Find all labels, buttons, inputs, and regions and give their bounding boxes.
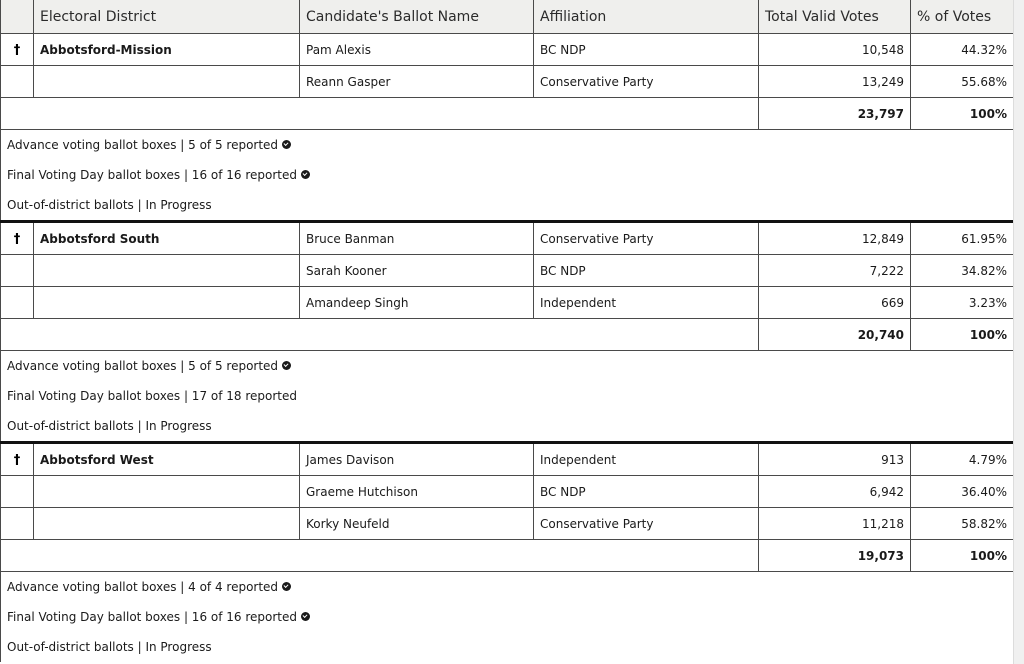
district-name — [34, 255, 300, 287]
check-circle-icon — [282, 140, 291, 149]
total-row — [1, 540, 1014, 572]
candidate-votes: 12,849 — [759, 222, 911, 255]
reporting-status-cell — [1, 160, 1014, 190]
candidate-row — [1, 443, 1014, 476]
header-percent[interactable]: % of Votes — [911, 0, 1014, 34]
reporting-status-cell — [1, 602, 1014, 632]
pin-cell — [1, 255, 34, 287]
candidate-affiliation: Conservative Party — [534, 222, 759, 255]
candidate-affiliation: BC NDP — [534, 34, 759, 66]
candidate-affiliation: Conservative Party — [534, 66, 759, 98]
candidate-percent: 4.79% — [911, 443, 1014, 476]
header-district[interactable]: Electoral District — [34, 0, 300, 34]
candidate-row — [1, 34, 1014, 66]
reporting-status-cell — [1, 130, 1014, 161]
candidate-affiliation: Independent — [534, 287, 759, 319]
header-votes[interactable]: Total Valid Votes — [759, 0, 911, 34]
district-name — [34, 476, 300, 508]
reporting-status-text: Out-of-district ballots | In Progress — [7, 640, 212, 654]
reporting-status-text: Final Voting Day ballot boxes | 16 of 16 reported — [7, 168, 298, 182]
candidate-name: Bruce Banman — [300, 222, 534, 255]
pin-cell — [1, 66, 34, 98]
reporting-status-text: Final Voting Day ballot boxes | 17 of 18 reported — [7, 389, 298, 403]
pin-cell[interactable] — [1, 34, 34, 66]
reporting-status-text: Out-of-district ballots | In Progress — [7, 419, 212, 433]
candidate-votes: 6,942 — [759, 476, 911, 508]
total-votes: 20,740 — [759, 319, 911, 351]
pushpin-icon[interactable]: † — [13, 452, 21, 468]
check-circle-icon — [301, 612, 310, 621]
candidate-name: Amandeep Singh — [300, 287, 534, 319]
candidate-affiliation: BC NDP — [534, 476, 759, 508]
candidate-percent: 61.95% — [911, 222, 1014, 255]
district-name: Abbotsford West — [34, 443, 300, 476]
reporting-status-row — [1, 351, 1014, 382]
reporting-status-text: Advance voting ballot boxes | 5 of 5 reported — [7, 359, 279, 373]
candidate-row — [1, 476, 1014, 508]
candidate-name: James Davison — [300, 443, 534, 476]
pin-cell — [1, 508, 34, 540]
total-blank-cell — [1, 319, 759, 351]
pushpin-icon[interactable]: † — [13, 42, 21, 58]
reporting-status-cell — [1, 632, 1014, 662]
candidate-affiliation: BC NDP — [534, 255, 759, 287]
candidate-percent: 55.68% — [911, 66, 1014, 98]
header-candidate[interactable]: Candidate's Ballot Name — [300, 0, 534, 34]
candidate-percent: 34.82% — [911, 255, 1014, 287]
candidate-percent: 44.32% — [911, 34, 1014, 66]
district-name — [34, 287, 300, 319]
reporting-status-cell — [1, 572, 1014, 603]
candidate-row — [1, 255, 1014, 287]
total-row — [1, 98, 1014, 130]
check-circle-icon — [282, 361, 291, 370]
reporting-status-row — [1, 190, 1014, 222]
district-name: Abbotsford-Mission — [34, 34, 300, 66]
total-blank-cell — [1, 540, 759, 572]
total-percent: 100% — [911, 319, 1014, 351]
reporting-status-row — [1, 602, 1014, 632]
candidate-name: Graeme Hutchison — [300, 476, 534, 508]
candidate-votes: 10,548 — [759, 34, 911, 66]
district-name: Abbotsford South — [34, 222, 300, 255]
total-percent: 100% — [911, 98, 1014, 130]
reporting-status-row — [1, 381, 1014, 411]
pin-cell — [1, 476, 34, 508]
scrollbar[interactable] — [1013, 0, 1024, 664]
district-name — [34, 508, 300, 540]
candidate-name: Pam Alexis — [300, 34, 534, 66]
candidate-name: Korky Neufeld — [300, 508, 534, 540]
candidate-votes: 669 — [759, 287, 911, 319]
pin-cell — [1, 287, 34, 319]
reporting-status-text: Out-of-district ballots | In Progress — [7, 198, 212, 212]
total-percent: 100% — [911, 540, 1014, 572]
candidate-percent: 58.82% — [911, 508, 1014, 540]
reporting-status-cell — [1, 411, 1014, 443]
candidate-votes: 7,222 — [759, 255, 911, 287]
total-blank-cell — [1, 98, 759, 130]
reporting-status-text: Advance voting ballot boxes | 4 of 4 reported — [7, 580, 279, 594]
check-circle-icon — [282, 582, 291, 591]
reporting-status-row — [1, 411, 1014, 443]
reporting-status-row — [1, 632, 1014, 662]
reporting-status-text: Final Voting Day ballot boxes | 16 of 16 reported — [7, 610, 298, 624]
candidate-row — [1, 287, 1014, 319]
header-row — [1, 0, 1014, 34]
reporting-status-cell — [1, 351, 1014, 382]
candidate-percent: 3.23% — [911, 287, 1014, 319]
pin-cell[interactable] — [1, 222, 34, 255]
header-pin-cell — [1, 0, 34, 34]
candidate-row — [1, 222, 1014, 255]
reporting-status-cell — [1, 381, 1014, 411]
total-votes: 23,797 — [759, 98, 911, 130]
reporting-status-row — [1, 572, 1014, 603]
candidate-name: Reann Gasper — [300, 66, 534, 98]
header-affiliation[interactable]: Affiliation — [534, 0, 759, 34]
candidate-row — [1, 66, 1014, 98]
reporting-status-row — [1, 130, 1014, 161]
candidate-percent: 36.40% — [911, 476, 1014, 508]
candidate-affiliation: Independent — [534, 443, 759, 476]
total-row — [1, 319, 1014, 351]
district-name — [34, 66, 300, 98]
pin-cell[interactable] — [1, 443, 34, 476]
candidate-row — [1, 508, 1014, 540]
check-circle-icon — [301, 170, 310, 179]
reporting-status-cell — [1, 190, 1014, 222]
candidate-affiliation: Conservative Party — [534, 508, 759, 540]
reporting-status-row — [1, 160, 1014, 190]
candidate-votes: 913 — [759, 443, 911, 476]
candidate-name: Sarah Kooner — [300, 255, 534, 287]
reporting-status-text: Advance voting ballot boxes | 5 of 5 reported — [7, 138, 279, 152]
total-votes: 19,073 — [759, 540, 911, 572]
pushpin-icon[interactable]: † — [13, 231, 21, 247]
candidate-votes: 11,218 — [759, 508, 911, 540]
candidate-votes: 13,249 — [759, 66, 911, 98]
